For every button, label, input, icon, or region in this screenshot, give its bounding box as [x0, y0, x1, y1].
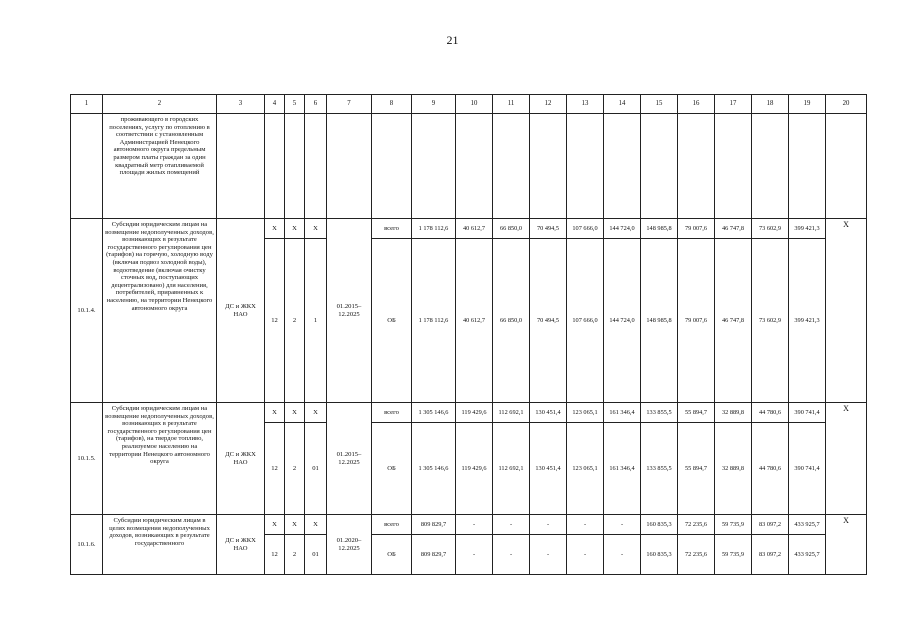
row-period: 01.2015–12.2025 [327, 219, 372, 403]
source-cell: - [530, 535, 567, 575]
source-cell: 83 097,2 [752, 535, 789, 575]
x-mark: X [265, 219, 285, 239]
row-description: Субсидии юридическим лицам на возмещение недополученных доходов, возникающих в результате государственного регулирования цен (тарифов) на горячую, холодную воду (включая подвоз холодной воды), водоотведение (включая очистку сточных вод, поступающих децентрализовано) для населения, потребителей, приравненных к населению, на территории Ненецкого автономного округа [103, 219, 217, 403]
row-period: 01.2015–12.2025 [327, 403, 372, 515]
col-header: 15 [641, 95, 678, 114]
table-row [71, 219, 867, 239]
source-cell: 119 429,6 [456, 423, 493, 515]
x-mark: X [826, 219, 867, 403]
table-row [71, 114, 867, 219]
table-row [71, 403, 867, 423]
program-table [70, 94, 867, 575]
x-mark: X [826, 515, 867, 575]
source-cell: 44 780,6 [752, 423, 789, 515]
total-cell: 79 007,6 [678, 219, 715, 239]
source-cell: 66 850,0 [493, 239, 530, 403]
source-cell: 59 735,9 [715, 535, 752, 575]
code-cell: 2 [285, 535, 305, 575]
x-mark: X [305, 515, 327, 535]
column-number-row [71, 95, 867, 114]
source-cell: 1 305 146,6 [412, 423, 456, 515]
col-header: 20 [826, 95, 867, 114]
total-cell: 83 097,2 [752, 515, 789, 535]
col-header: 4 [265, 95, 285, 114]
source-label: ОБ [372, 423, 412, 515]
row-executor: ДС и ЖКХ НАО [217, 403, 265, 515]
x-mark: X [305, 219, 327, 239]
total-cell: 1 305 146,6 [412, 403, 456, 423]
total-cell: 1 178 112,6 [412, 219, 456, 239]
total-cell: - [456, 515, 493, 535]
total-cell: 55 894,7 [678, 403, 715, 423]
source-cell: 809 829,7 [412, 535, 456, 575]
col-header: 10 [456, 95, 493, 114]
code-cell: 01 [305, 423, 327, 515]
code-cell: 01 [305, 535, 327, 575]
total-cell: - [604, 515, 641, 535]
source-cell: 55 894,7 [678, 423, 715, 515]
row-description: проживающего в городских поселениях, услугу по отоплению в соответствии с установленным Администрацией Ненецкого автономного округа предельным размером платы граждан за один квадратный метр отапливаемой площади жилых помещений [103, 114, 217, 219]
col-header: 7 [327, 95, 372, 114]
source-cell: - [493, 535, 530, 575]
row-description: Субсидии юридическим лицам в целях возмещения недополученных доходов, возникающих в результате государственного [103, 515, 217, 575]
total-cell: 161 346,4 [604, 403, 641, 423]
total-cell: 107 666,0 [567, 219, 604, 239]
source-cell: 32 889,8 [715, 423, 752, 515]
col-header: 16 [678, 95, 715, 114]
source-cell: 72 235,6 [678, 535, 715, 575]
source-cell: 133 855,5 [641, 423, 678, 515]
source-cell: 161 346,4 [604, 423, 641, 515]
col-header: 1 [71, 95, 103, 114]
total-cell: 130 451,4 [530, 403, 567, 423]
total-cell: 433 925,7 [789, 515, 826, 535]
source-cell: 70 494,5 [530, 239, 567, 403]
total-cell: 148 985,8 [641, 219, 678, 239]
row-number: 10.1.6. [71, 515, 103, 575]
total-cell: 44 780,6 [752, 403, 789, 423]
row-number: 10.1.4. [71, 219, 103, 403]
total-cell: - [567, 515, 604, 535]
total-cell: 59 735,9 [715, 515, 752, 535]
source-cell: 46 747,8 [715, 239, 752, 403]
source-cell: - [567, 535, 604, 575]
source-cell: 399 421,3 [789, 239, 826, 403]
source-cell: 1 178 112,6 [412, 239, 456, 403]
total-cell: 123 065,1 [567, 403, 604, 423]
x-mark: X [305, 403, 327, 423]
source-cell: 112 692,1 [493, 423, 530, 515]
source-label: всего [372, 219, 412, 239]
source-label: всего [372, 515, 412, 535]
col-header: 5 [285, 95, 305, 114]
col-header: 17 [715, 95, 752, 114]
total-cell: 46 747,8 [715, 219, 752, 239]
col-header: 2 [103, 95, 217, 114]
code-cell: 2 [285, 239, 305, 403]
x-mark: X [285, 515, 305, 535]
total-cell: 133 855,5 [641, 403, 678, 423]
total-cell: 119 429,6 [456, 403, 493, 423]
row-executor: ДС и ЖКХ НАО [217, 515, 265, 575]
col-header: 3 [217, 95, 265, 114]
col-header: 9 [412, 95, 456, 114]
total-cell: 399 421,3 [789, 219, 826, 239]
col-header: 19 [789, 95, 826, 114]
code-cell: 2 [285, 423, 305, 515]
source-cell: 130 451,4 [530, 423, 567, 515]
source-cell: 79 007,6 [678, 239, 715, 403]
total-cell: - [530, 515, 567, 535]
total-cell: 73 602,9 [752, 219, 789, 239]
col-header: 14 [604, 95, 641, 114]
source-cell: - [604, 535, 641, 575]
source-cell: 123 065,1 [567, 423, 604, 515]
table-row [71, 515, 867, 535]
row-executor: ДС и ЖКХ НАО [217, 219, 265, 403]
x-mark: X [285, 219, 305, 239]
total-cell: 112 692,1 [493, 403, 530, 423]
total-cell: 809 829,7 [412, 515, 456, 535]
source-label: ОБ [372, 535, 412, 575]
source-cell: 40 612,7 [456, 239, 493, 403]
total-cell: 40 612,7 [456, 219, 493, 239]
x-mark: X [826, 403, 867, 515]
source-label: ОБ [372, 239, 412, 403]
col-header: 6 [305, 95, 327, 114]
code-cell: 1 [305, 239, 327, 403]
source-cell: - [456, 535, 493, 575]
code-cell: 12 [265, 535, 285, 575]
total-cell: 72 235,6 [678, 515, 715, 535]
source-label: всего [372, 403, 412, 423]
source-cell: 107 666,0 [567, 239, 604, 403]
source-cell: 148 985,8 [641, 239, 678, 403]
col-header: 11 [493, 95, 530, 114]
col-header: 8 [372, 95, 412, 114]
page-number: 21 [446, 33, 459, 47]
col-header: 12 [530, 95, 567, 114]
code-cell: 12 [265, 239, 285, 403]
row-number: 10.1.5. [71, 403, 103, 515]
x-mark: X [285, 403, 305, 423]
source-cell: 144 724,0 [604, 239, 641, 403]
source-cell: 390 741,4 [789, 423, 826, 515]
total-cell: 390 741,4 [789, 403, 826, 423]
total-cell: 160 835,3 [641, 515, 678, 535]
row-description: Субсидии юридическим лицам на возмещение недополученных доходов, возникающих в результате государственного регулирования цен (тарифов), на твердое топливо, реализуемое населению на территории Ненецкого автономного округа [103, 403, 217, 515]
source-cell: 433 925,7 [789, 535, 826, 575]
x-mark: X [265, 515, 285, 535]
col-header: 13 [567, 95, 604, 114]
total-cell: 66 850,0 [493, 219, 530, 239]
code-cell: 12 [265, 423, 285, 515]
source-cell: 73 602,9 [752, 239, 789, 403]
source-cell: 160 835,3 [641, 535, 678, 575]
x-mark: X [265, 403, 285, 423]
total-cell: 70 494,5 [530, 219, 567, 239]
total-cell: 144 724,0 [604, 219, 641, 239]
total-cell: - [493, 515, 530, 535]
row-period: 01.2020–12.2025 [327, 515, 372, 575]
total-cell: 32 889,8 [715, 403, 752, 423]
col-header: 18 [752, 95, 789, 114]
